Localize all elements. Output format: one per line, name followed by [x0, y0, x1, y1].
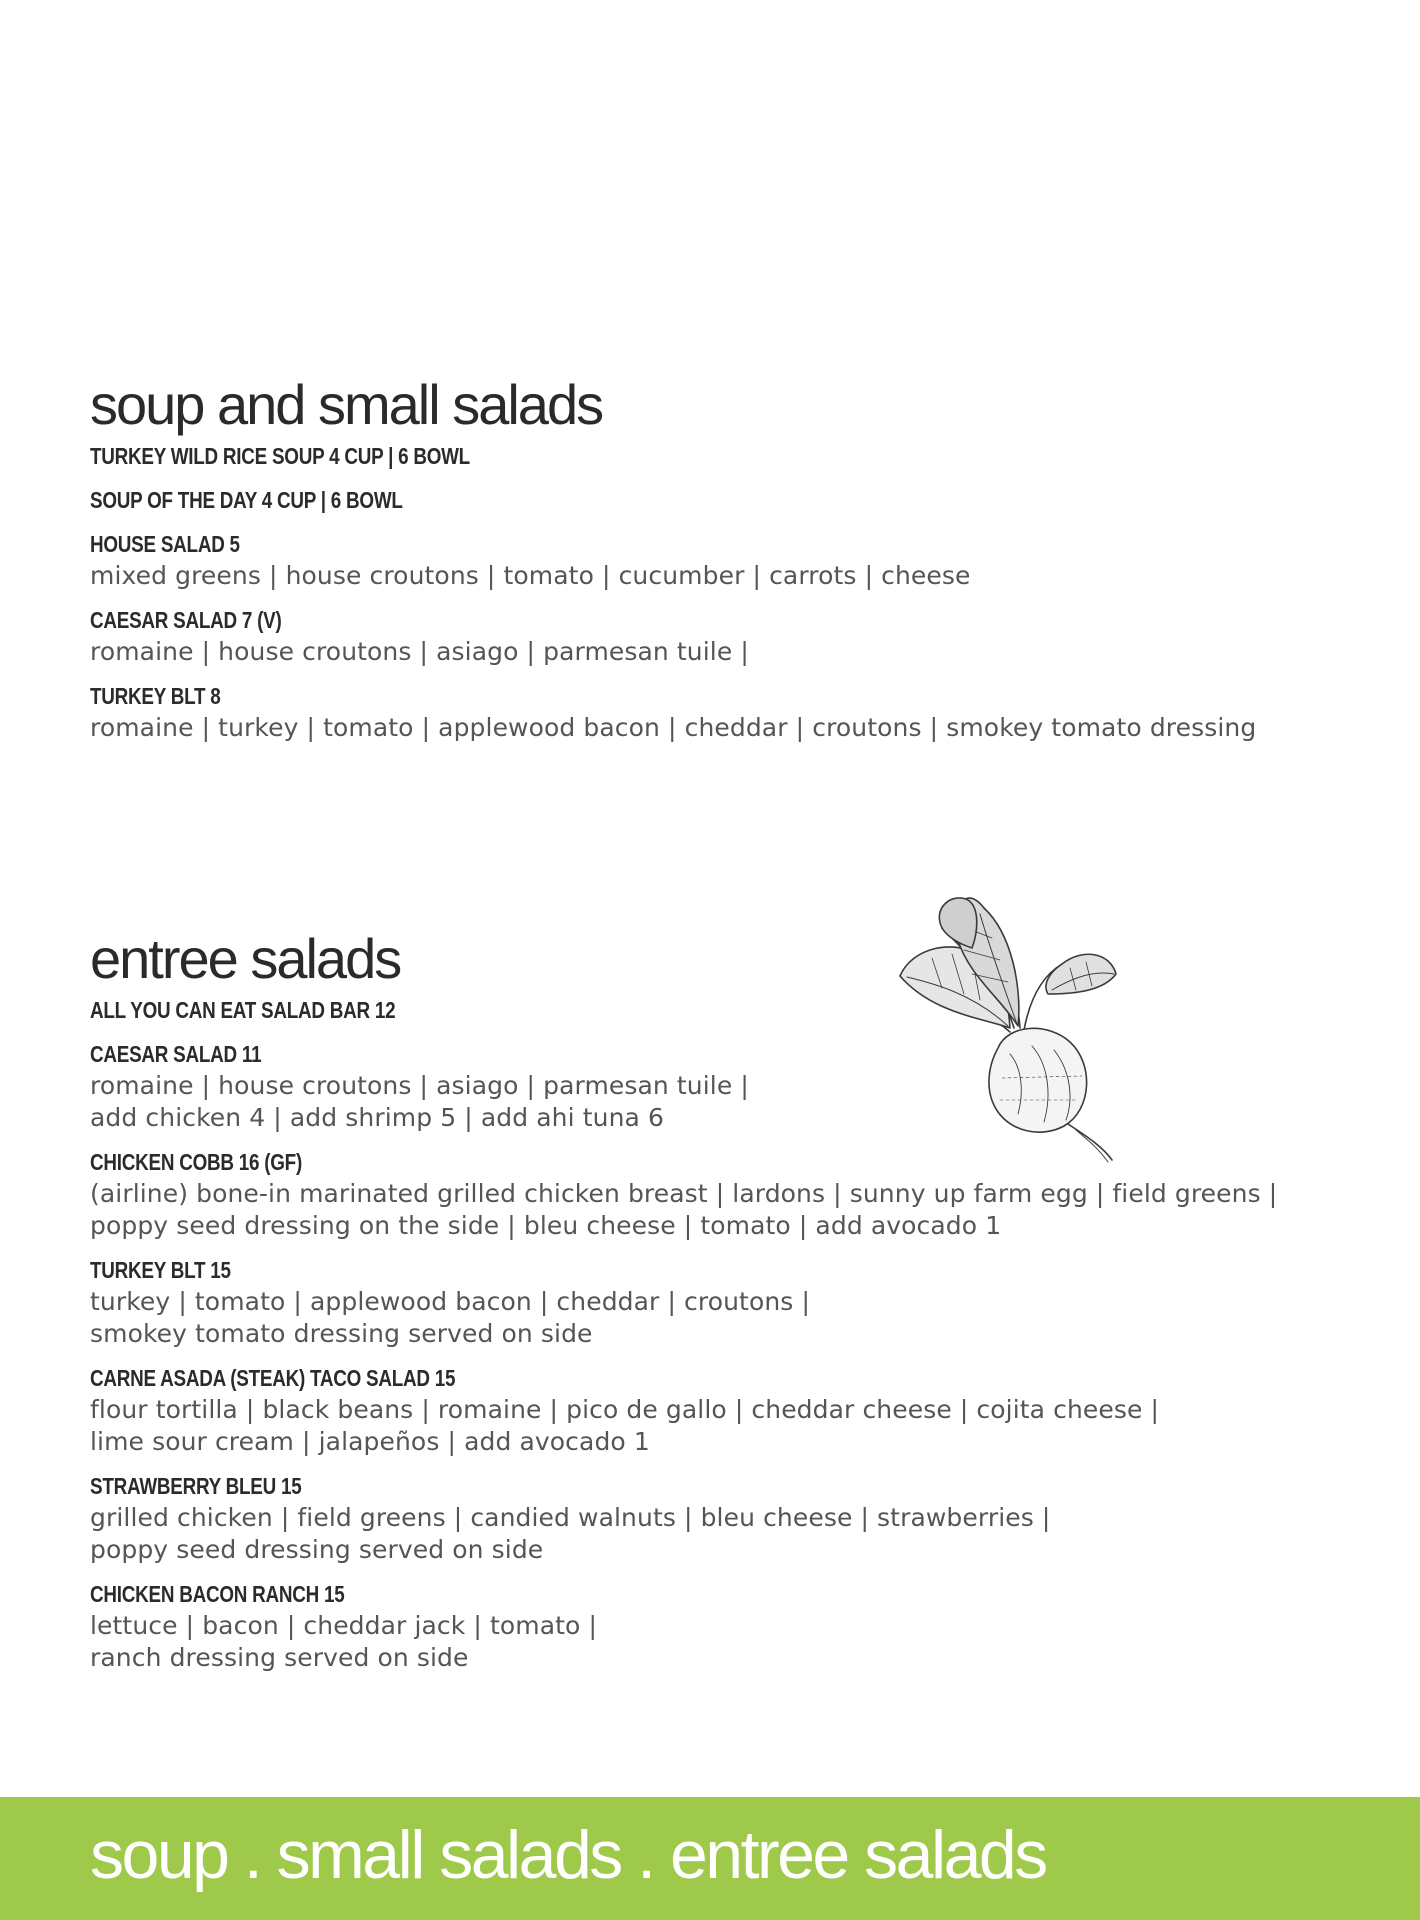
menu-item-description-line: romaine | turkey | tomato | applewood bacon | cheddar | croutons | smokey tomato dressing: [90, 713, 1257, 742]
soup-item-list: [90, 440, 1350, 744]
menu-item-description-line: lettuce | bacon | cheddar jack | tomato |: [90, 1611, 598, 1640]
menu-item-name: SOUP OF THE DAY 4 CUP | 6 BOWL: [90, 487, 403, 513]
menu-item-description-line: mixed greens | house croutons | tomato | cucumber | carrots | cheese: [90, 561, 971, 590]
menu-item-description: [90, 636, 1350, 668]
menu-item-description-line: turkey | tomato | applewood bacon | cheddar | croutons |: [90, 1287, 810, 1316]
entree-item-list: [90, 994, 1350, 1674]
menu-item-description-line: romaine | house croutons | asiago | parmesan tuile |: [90, 1071, 749, 1100]
menu-item-description-line: (airline) bone-in marinated grilled chicken breast | lardons | sunny up farm egg | field greens |: [90, 1179, 1278, 1208]
menu-item: [90, 680, 1350, 744]
menu-item-description: [90, 1070, 1350, 1134]
menu-item-description-line: smokey tomato dressing served on side: [90, 1319, 593, 1348]
menu-item: [90, 1578, 1350, 1674]
menu-item-description-line: poppy seed dressing served on side: [90, 1535, 544, 1564]
menu-item-name: CARNE ASADA (STEAK) TACO SALAD 15: [90, 1365, 456, 1391]
menu-item-name: CAESAR SALAD 11: [90, 1041, 262, 1067]
menu-item: [90, 440, 1350, 472]
menu-item-description: [90, 1502, 1350, 1566]
menu-item-name: CHICKEN COBB 16 (GF): [90, 1149, 302, 1175]
menu-item-description-line: poppy seed dressing on the side | bleu cheese | tomato | add avocado 1: [90, 1211, 1002, 1240]
section-title-entree: entree salads: [90, 927, 401, 990]
menu-item: [90, 1362, 1350, 1458]
menu-item-description-line: add chicken 4 | add shrimp 5 | add ahi tuna 6: [90, 1103, 664, 1132]
menu-item: [90, 1254, 1350, 1350]
menu-item-description: [90, 1610, 1350, 1674]
menu-item: [90, 528, 1350, 592]
menu-item-description-line: romaine | house croutons | asiago | parmesan tuile |: [90, 637, 749, 666]
menu-item-description-line: flour tortilla | black beans | romaine | pico de gallo | cheddar cheese | cojita cheese |: [90, 1395, 1160, 1424]
menu-item: [90, 994, 1350, 1026]
menu-item-description: [90, 712, 1350, 744]
menu-item-description: [90, 560, 1350, 592]
menu-item-name: TURKEY BLT 8: [90, 683, 221, 709]
menu-item: [90, 604, 1350, 668]
menu-item-description-line: ranch dressing served on side: [90, 1643, 469, 1672]
soup-small-salads-section: [90, 372, 1350, 756]
menu-item-description-line: grilled chicken | field greens | candied walnuts | bleu cheese | strawberries |: [90, 1503, 1051, 1532]
menu-item: [90, 484, 1350, 516]
menu-item-description: [90, 1178, 1350, 1242]
menu-item-name: TURKEY BLT 15: [90, 1257, 231, 1283]
menu-item-description: [90, 1286, 1350, 1350]
menu-item-name: ALL YOU CAN EAT SALAD BAR 12: [90, 997, 396, 1023]
entree-salads-section: [90, 926, 1350, 1686]
section-title-soup: soup and small salads: [90, 373, 603, 436]
menu-item: [90, 1146, 1350, 1242]
menu-item-name: CHICKEN BACON RANCH 15: [90, 1581, 345, 1607]
menu-item: [90, 1038, 1350, 1134]
menu-item-name: HOUSE SALAD 5: [90, 531, 240, 557]
menu-item-name: STRAWBERRY BLEU 15: [90, 1473, 302, 1499]
menu-item-name: TURKEY WILD RICE SOUP 4 CUP | 6 BOWL: [90, 443, 470, 469]
menu-item: [90, 1470, 1350, 1566]
footer-title: soup . small salads . entree salads: [90, 1817, 1046, 1893]
menu-item-name: CAESAR SALAD 7 (V): [90, 607, 282, 633]
footer-banner: [0, 1797, 1420, 1920]
menu-item-description-line: lime sour cream | jalapeños | add avocado 1: [90, 1427, 650, 1456]
menu-item-description: [90, 1394, 1350, 1458]
